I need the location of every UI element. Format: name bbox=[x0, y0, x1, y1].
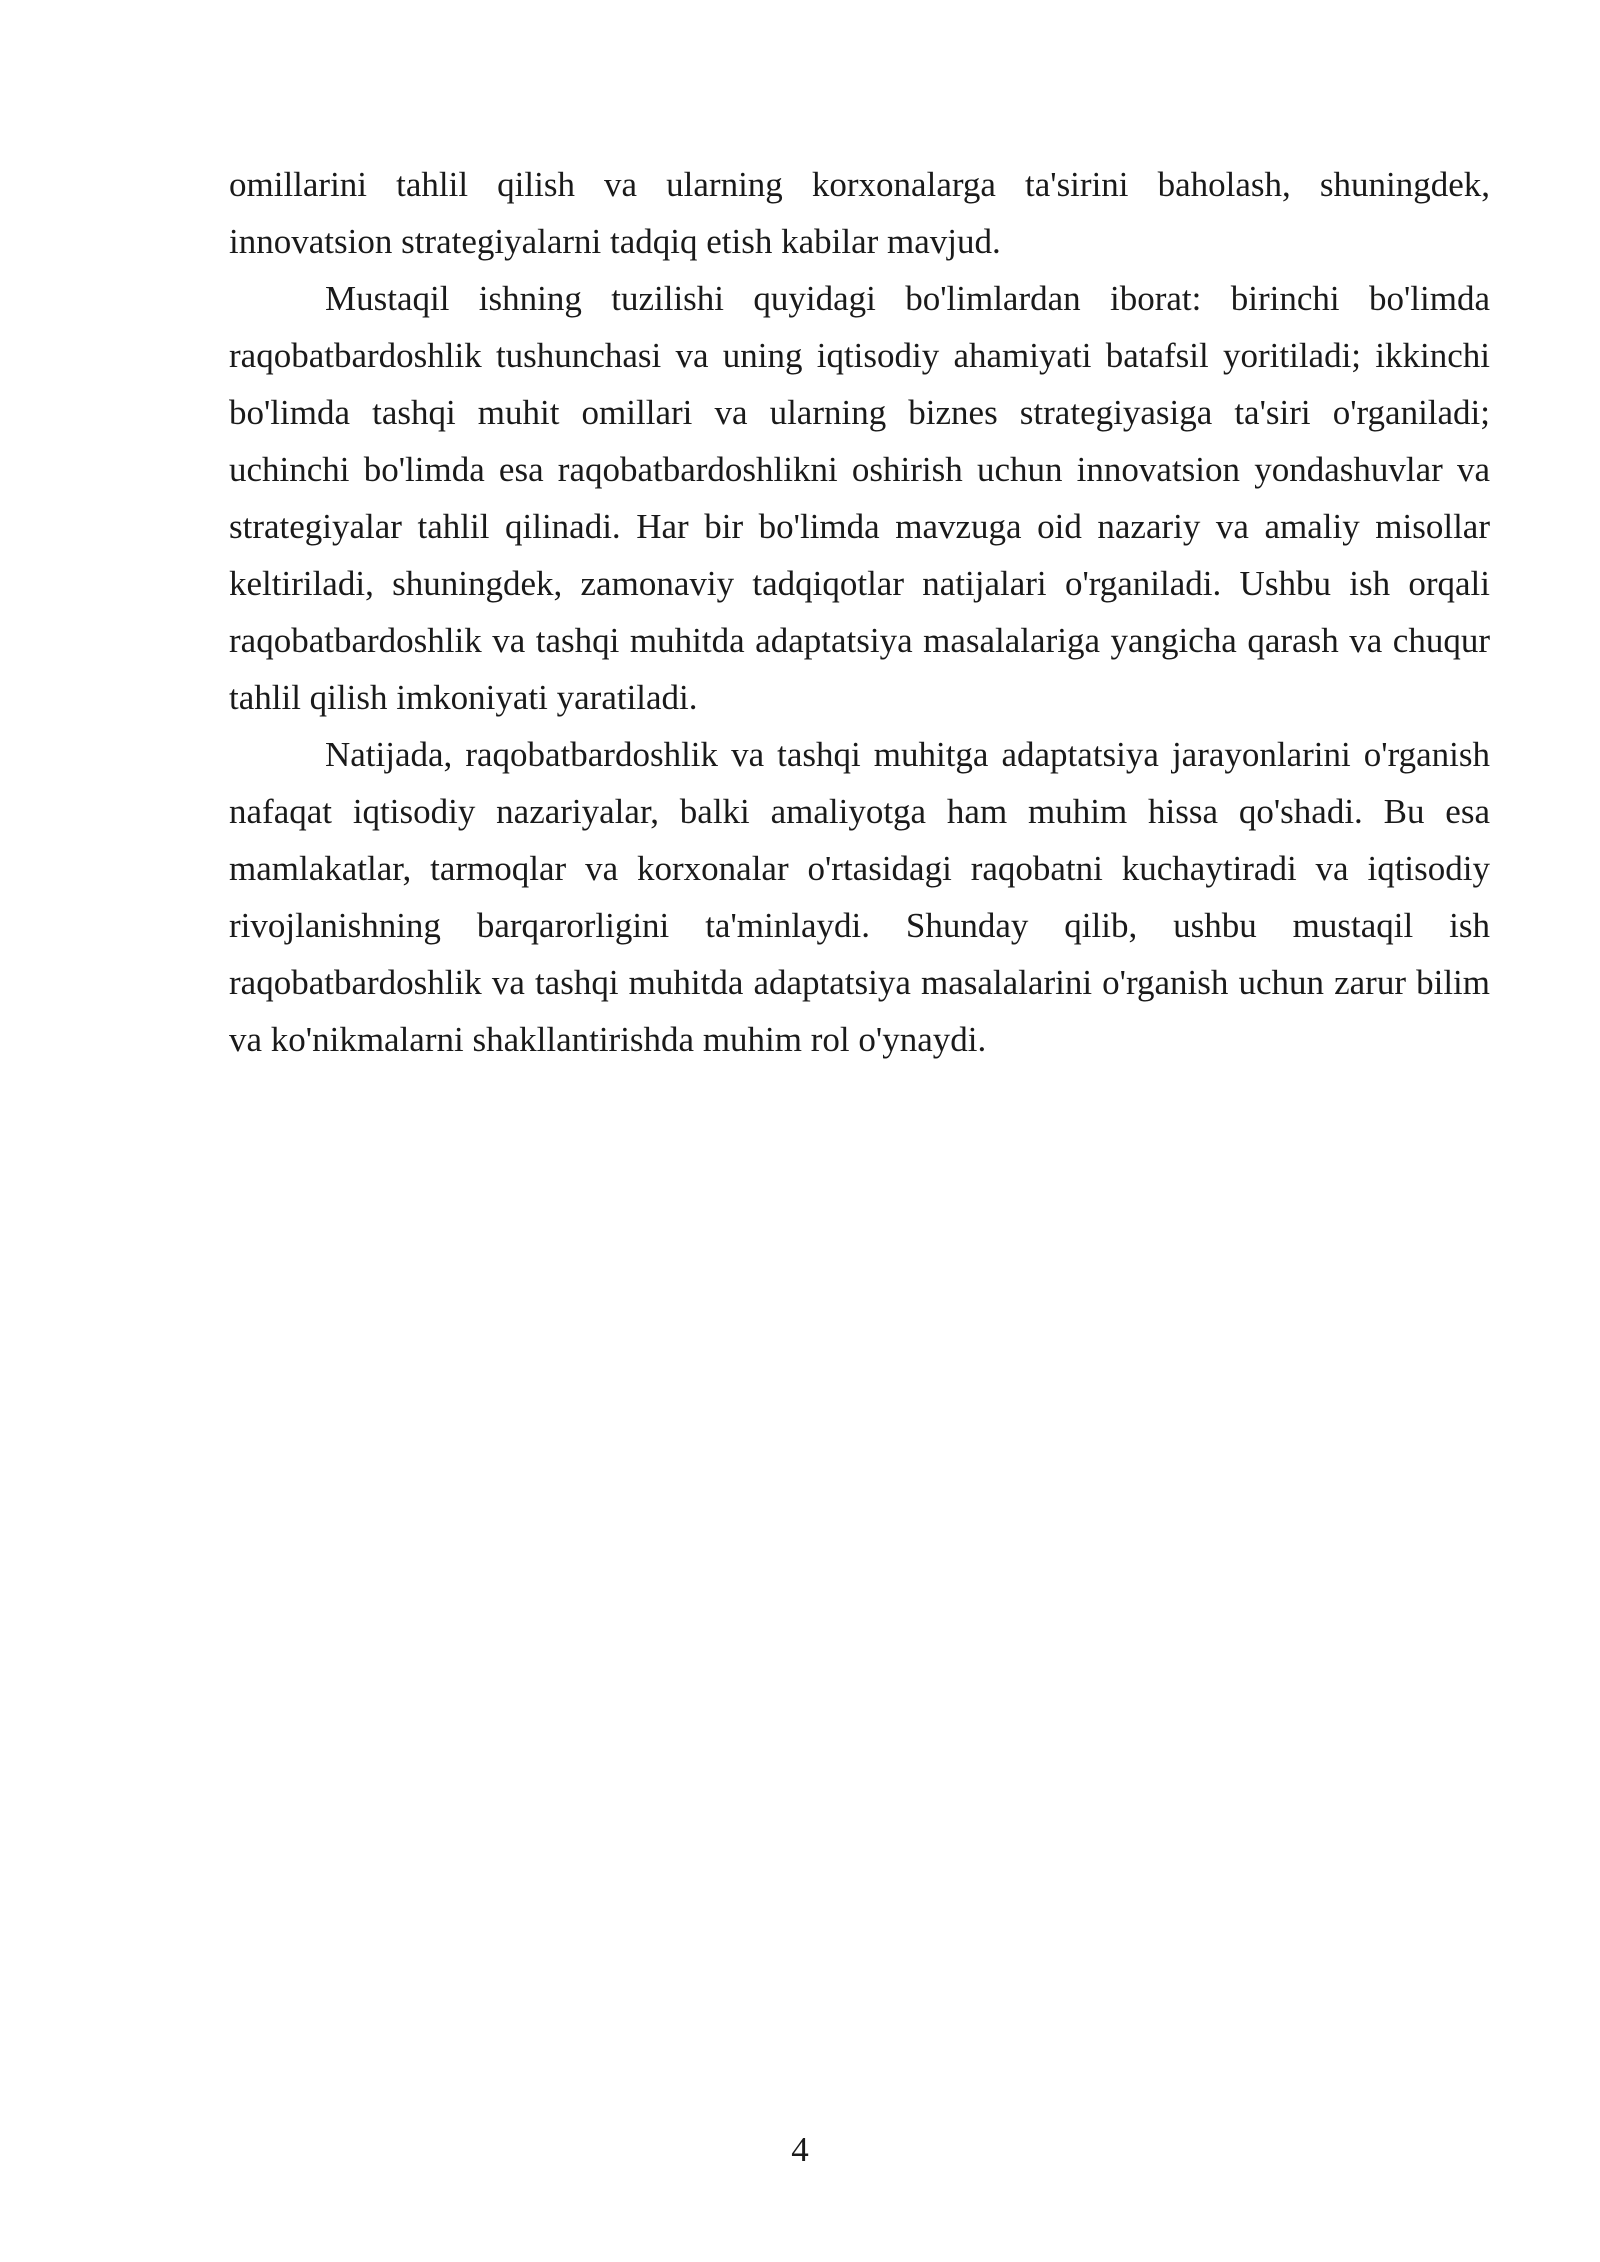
body-text bbox=[229, 156, 1490, 1068]
paragraph-conclusion: Natijada, raqobatbardoshlik va tashqi muhitga adaptatsiya jarayonlarini o'rganish nafaqat iqtisodiy nazariyalar, balki amaliyotga ham muhim hissa qo'shadi. Bu esa mamlakatlar, tarmoqlar va korxonalar o'rtasidagi raqobatni kuchaytiradi va iqtisodiy rivojlanishning barqarorligini ta'minlaydi. Shunday qilib, ushbu mustaqil ish raqobatbardoshlik va tashqi muhitda adaptatsiya masalalarini o'rganish uchun zarur bilim va ko'nikmalarni shakllantirishda muhim rol o'ynaydi. bbox=[229, 735, 1490, 1059]
paragraph-continuation: omillarini tahlil qilish va ularning korxonalarga ta'sirini baholash, shuningdek, innovatsion strategiyalarni tadqiq etish kabilar mavjud. bbox=[229, 165, 1490, 261]
page-number: 4 bbox=[791, 2130, 809, 2169]
paragraph-structure: Mustaqil ishning tuzilishi quyidagi bo'limlardan iborat: birinchi bo'limda raqobatbardoshlik tushunchasi va uning iqtisodiy ahamiyati batafsil yoritiladi; ikkinchi bo'limda tashqi muhit omillari va ularning biznes strategiyasiga ta'siri o'rganiladi; uchinchi bo'limda esa raqobatbardoshlikni oshirish uchun innovatsion yondashuvlar va strategiyalar tahlil qilinadi. Har bir bo'limda mavzuga oid nazariy va amaliy misollar keltiriladi, shuningdek, zamonaviy tadqiqotlar natijalari o'rganiladi. Ushbu ish orqali raqobatbardoshlik va tashqi muhitda adaptatsiya masalalariga yangicha qarash va chuqur tahlil qilish imkoniyati yaratiladi. bbox=[229, 279, 1490, 717]
